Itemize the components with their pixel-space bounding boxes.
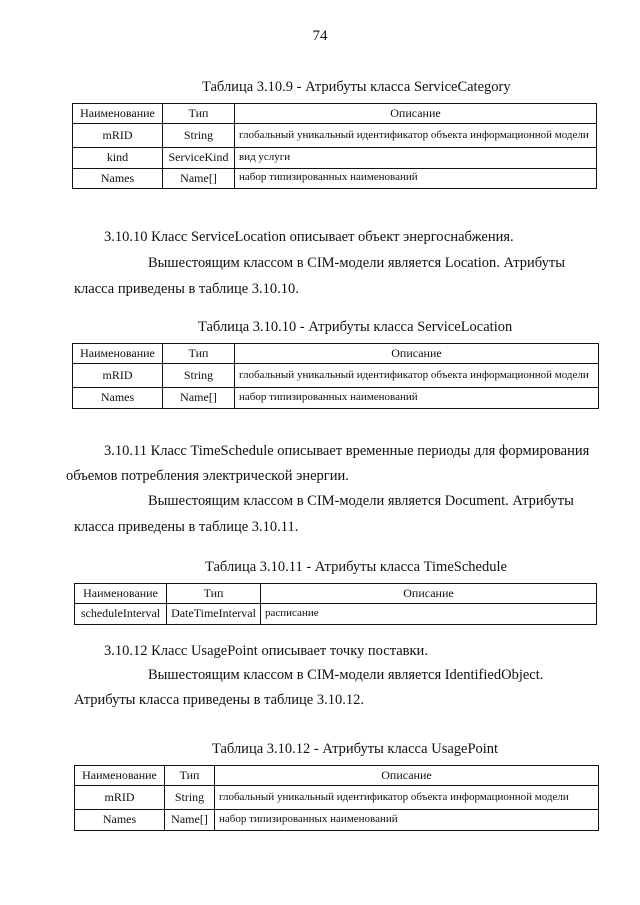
table-cell: глобальный уникальный идентификатор объекта информационной модели	[215, 786, 599, 810]
table-cell: DateTimeInterval	[167, 604, 261, 624]
column-header: Описание	[261, 584, 597, 604]
table-cell: mRID	[75, 786, 165, 810]
table-cell: String	[163, 124, 235, 148]
column-header: Наименование	[73, 104, 163, 124]
table-header-row	[75, 766, 599, 786]
table-row	[75, 810, 599, 830]
table-row	[73, 388, 599, 408]
table-row	[75, 786, 599, 810]
attributes-table-servicelocation	[72, 343, 599, 409]
table-row	[73, 124, 597, 148]
paragraph-line: класса приведены в таблице 3.10.11.	[74, 519, 299, 535]
paragraph-line: Вышестоящим классом в CIM-модели является Document. Атрибуты	[148, 493, 574, 509]
paragraph-line: 3.10.11 Класс TimeSchedule описывает временные периоды для формирования	[104, 443, 590, 459]
table-header-row	[73, 104, 597, 124]
column-header: Описание	[215, 766, 599, 786]
table-cell: Names	[73, 168, 163, 188]
page-number: 74	[312, 28, 328, 44]
table-row	[73, 168, 597, 188]
table-header-row	[75, 584, 597, 604]
table-cell: String	[163, 364, 235, 388]
column-header: Описание	[235, 344, 599, 364]
table-row	[73, 364, 599, 388]
table-row	[75, 604, 597, 624]
column-header: Тип	[163, 104, 235, 124]
paragraph-line: 3.10.10 Класс ServiceLocation описывает объект энергоснабжения.	[104, 229, 514, 245]
table-cell: набор типизированных наименований	[215, 810, 599, 830]
column-header: Описание	[235, 104, 597, 124]
table-cell: Name[]	[163, 168, 235, 188]
column-header: Наименование	[73, 344, 163, 364]
table-cell: набор типизированных наименований	[235, 168, 597, 188]
paragraph-line: 3.10.12 Класс UsagePoint описывает точку поставки.	[104, 643, 428, 659]
column-header: Тип	[167, 584, 261, 604]
column-header: Наименование	[75, 584, 167, 604]
table-cell: kind	[73, 148, 163, 168]
table-row	[73, 148, 597, 168]
table-cell: scheduleInterval	[75, 604, 167, 624]
paragraph-line: Вышестоящим классом в CIM-модели является Location. Атрибуты	[148, 255, 565, 271]
attributes-table-timeschedule	[74, 583, 597, 625]
table-caption: Таблица 3.10.11 - Атрибуты класса TimeSchedule	[205, 559, 507, 575]
table-cell: Name[]	[165, 810, 215, 830]
table-cell: расписание	[261, 604, 597, 624]
attributes-table-servicecategory	[72, 103, 597, 189]
column-header: Тип	[165, 766, 215, 786]
table-caption: Таблица 3.10.10 - Атрибуты класса ServiceLocation	[198, 319, 513, 335]
table-cell: mRID	[73, 124, 163, 148]
table-cell: mRID	[73, 364, 163, 388]
paragraph-line: объемов потребления электрической энергии.	[66, 468, 349, 484]
table-cell: String	[165, 786, 215, 810]
table-cell: набор типизированных наименований	[235, 388, 599, 408]
paragraph-line: Атрибуты класса приведены в таблице 3.10.12.	[74, 692, 364, 708]
paragraph-line: класса приведены в таблице 3.10.10.	[74, 281, 299, 297]
table-caption: Таблица 3.10.12 - Атрибуты класса UsagePoint	[212, 741, 499, 757]
table-header-row	[73, 344, 599, 364]
attributes-table-usagepoint	[74, 765, 599, 831]
table-caption: Таблица 3.10.9 - Атрибуты класса ServiceCategory	[202, 79, 511, 95]
table-cell: глобальный уникальный идентификатор объекта информационной модели	[235, 124, 597, 148]
paragraph-line: Вышестоящим классом в CIM-модели является IdentifiedObject.	[148, 667, 544, 683]
table-cell: Name[]	[163, 388, 235, 408]
table-cell: Names	[75, 810, 165, 830]
column-header: Наименование	[75, 766, 165, 786]
table-cell: ServiceKind	[163, 148, 235, 168]
column-header: Тип	[163, 344, 235, 364]
table-cell: Names	[73, 388, 163, 408]
table-cell: глобальный уникальный идентификатор объекта информационной модели	[235, 364, 599, 388]
table-cell: вид услуги	[235, 148, 597, 168]
